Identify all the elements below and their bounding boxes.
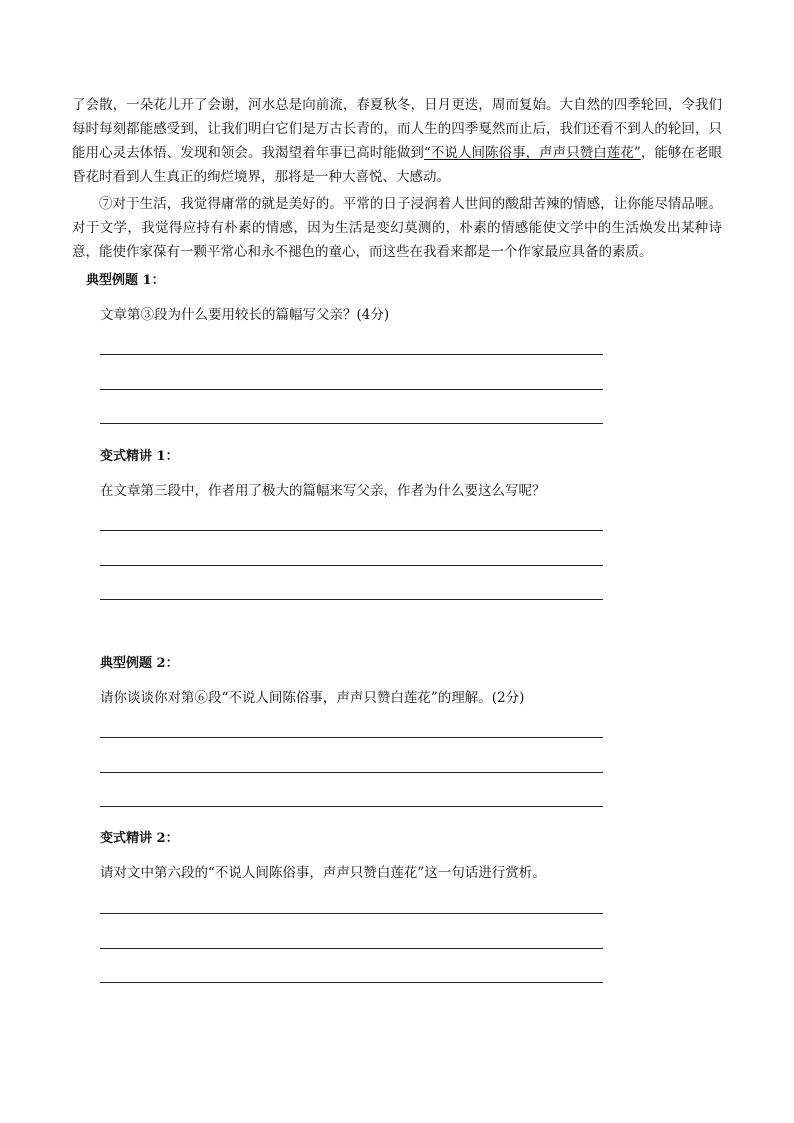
section-label: 典型例题 1： — [86, 273, 165, 288]
question-text: 请对文中第六段的“不说人间陈俗事，声声只赞白莲花”这一句话进行赏析。 — [100, 865, 546, 881]
section-label: 典型例题 2： — [100, 656, 179, 671]
answer-line[interactable] — [100, 354, 603, 355]
passage-text: ，能够在老眼昏花时看到人生真正的绚烂境界，那将是一种大喜悦、大感动。 — [72, 145, 723, 185]
answer-line[interactable] — [100, 948, 603, 949]
question-text: 请你谈谈你对第⑥段“不说人间陈俗事，声声只赞白莲花”的理解。(2分) — [100, 690, 525, 706]
passage-paragraph-2: ⑦对于生活，我觉得庸常的就是美好的。平常的日子浸润着人世间的酸甜苦辣的情感，让你能尽情品咂。对于文学，我觉得应持有朴素的情感，因为生活是变幻莫测的，朴素的情感能使文学中的生活焕发出某种诗意，能使作家葆有一颗平常心和永不褪色的童心，而这些在我看来都是一个作家最应具备的素质。 — [72, 196, 722, 260]
answer-line[interactable] — [100, 389, 603, 390]
answer-line[interactable] — [100, 565, 603, 566]
passage-paragraph-1 — [72, 93, 722, 189]
section-label: 变式精讲 2： — [100, 831, 179, 846]
answer-line[interactable] — [100, 806, 603, 807]
question-text: 在文章第三段中，作者用了极大的篇幅来写父亲，作者为什么要这么写呢？ — [100, 483, 546, 499]
answer-line[interactable] — [100, 737, 603, 738]
section-label: 变式精讲 1： — [100, 449, 179, 464]
underlined-quote: “不说人间陈俗事，声声只赞白莲花” — [423, 145, 641, 161]
question-text: 文章第③段为什么要用较长的篇幅写父亲？(4分) — [100, 307, 390, 323]
answer-line[interactable] — [100, 599, 603, 600]
answer-line[interactable] — [100, 530, 603, 531]
answer-line[interactable] — [100, 423, 603, 424]
answer-line[interactable] — [100, 772, 603, 773]
answer-line[interactable] — [100, 982, 603, 983]
passage-text: 了会散，一朵花儿开了会谢，河水总是向前流，春夏秋冬，日月更迭，周而复始。大自然的四季轮回，令我们每时每刻都能感受到，让我们明白它们是万古长青的，而人生的四季戛然而止后，我们还看不到人的轮回，只能用心灵去体悟、发现和领会。我渴望着年事已高时能做到 — [72, 97, 722, 161]
answer-line[interactable] — [100, 913, 603, 914]
